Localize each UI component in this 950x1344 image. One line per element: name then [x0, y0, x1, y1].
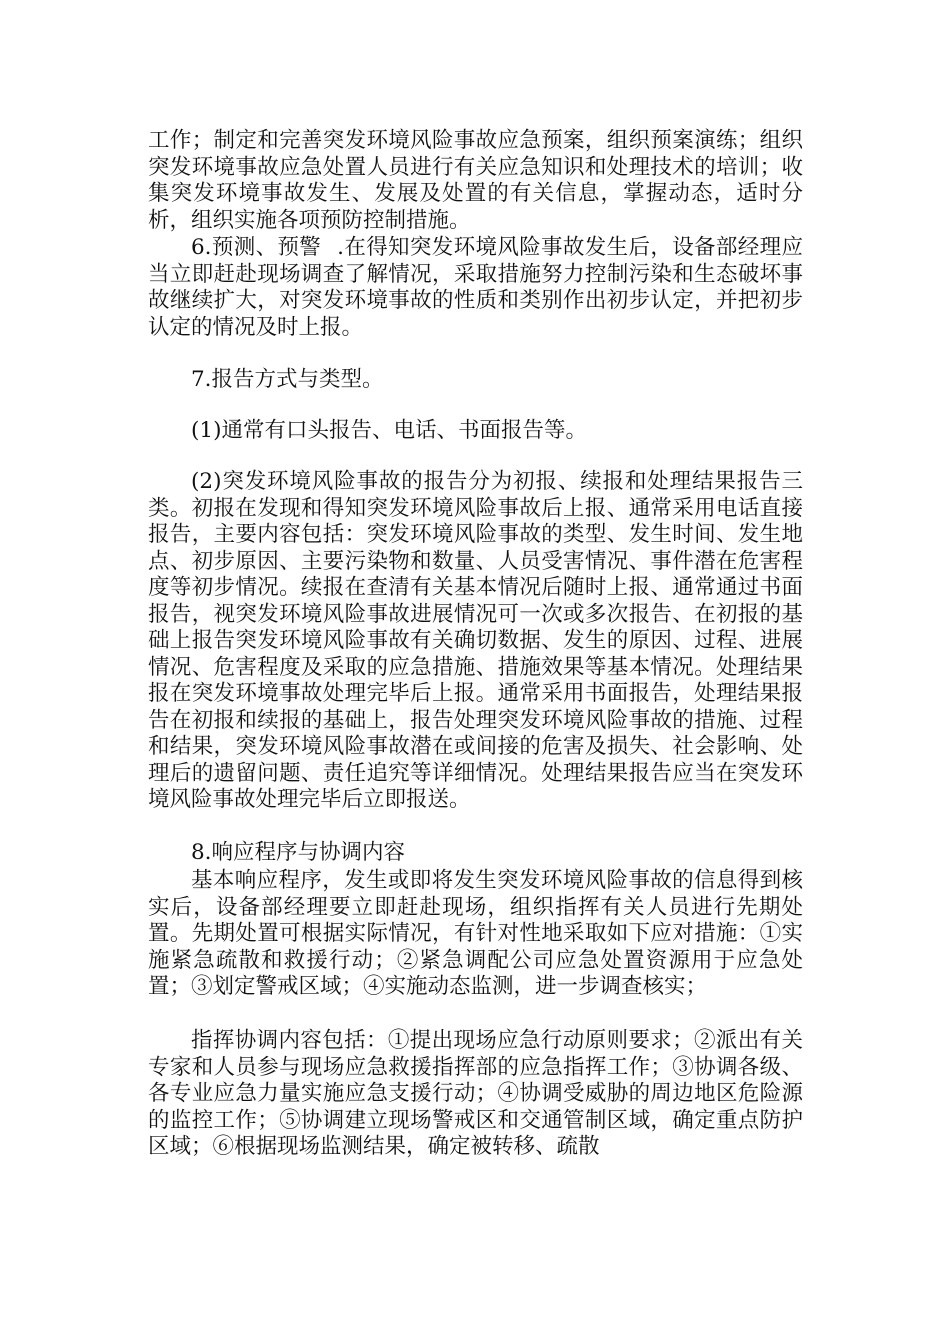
- paragraph-continuation: 工作；制定和完善突发环境风险事故应急预案，组织预案演练；组织突发环境事故应急处置人员进行有关应急知识和处理技术的培训；收集突发环境事故发生、发展及处置的有关信息，掌握动态，适时分析，组织实施各项预防控制措施。: [148, 128, 803, 233]
- paragraph-report-channels: (1)通常有口头报告、电话、书面报告等。: [191, 418, 587, 443]
- paragraph-report-types: (2)突发环境风险事故的报告分为初报、续报和处理结果报告三类。初报在发现和得知突发环境风险事故后上报、通常采用电话直接报告，主要内容包括：突发环境风险事故的类型、发生时间、发生地点、初步原因、主要污染物和数量、人员受害情况、事件潜在危害程度等初步情况。续报在查清有关基本情况后随时上报、通常通过书面报告，视突发环境风险事故进展情况可一次或多次报告、在初报的基础上报告突发环境风险事故有关确切数据、发生的原因、过程、进展情况、危害程度及采取的应急措施、措施效果等基本情况。处理结果报在突发环境事故处理完毕后上报。通常采用书面报告，处理结果报告在初报和续报的基础上，报告处理突发环境风险事故的措施、过程和结果，突发环境风险事故潜在或间接的危害及损失、社会影响、处理后的遗留问题、责任追究等详细情况。处理结果报告应当在突发环境风险事故处理完毕后立即报送。: [148, 469, 803, 812]
- section-heading-report-methods: 7.报告方式与类型。: [191, 367, 384, 392]
- paragraph-forecast-warning: [148, 235, 803, 341]
- section-heading-forecast-warning: 6.预测、预警: [191, 235, 322, 260]
- paragraph-forecast-warning-body: .在得知突发环境风险事故发生后，设备部经理应当立即赶赴现场调查了解情况，采取措施努力控制污染和生态破坏事故继续扩大，对突发环境事故的性质和类别作出初步认定，并把初步认定的情况及时上报。: [148, 235, 803, 340]
- section-heading-response-procedure: 8.响应程序与协调内容: [191, 840, 406, 865]
- paragraph-basic-response: 基本响应程序，发生或即将发生突发环境风险事故的信息得到核实后，设备部经理要立即赶赴现场，组织指挥有关人员进行先期处置。先期处置可根据实际情况，有针对性地采取如下应对措施：①实施紧急疏散和救援行动；②紧急调配公司应急处置资源用于应急处置；③划定警戒区域；④实施动态监测，进一步调查核实；: [148, 868, 803, 999]
- paragraph-command-coordination: 指挥协调内容包括：①提出现场应急行动原则要求；②派出有关专家和人员参与现场应急救援指挥部的应急指挥工作；③协调各级、各专业应急力量实施应急支援行动；④协调受威胁的周边地区危险源的监控工作；⑤协调建立现场警戒区和交通管制区域，确定重点防护区域；⑥根据现场监测结果，确定被转移、疏散: [148, 1028, 803, 1159]
